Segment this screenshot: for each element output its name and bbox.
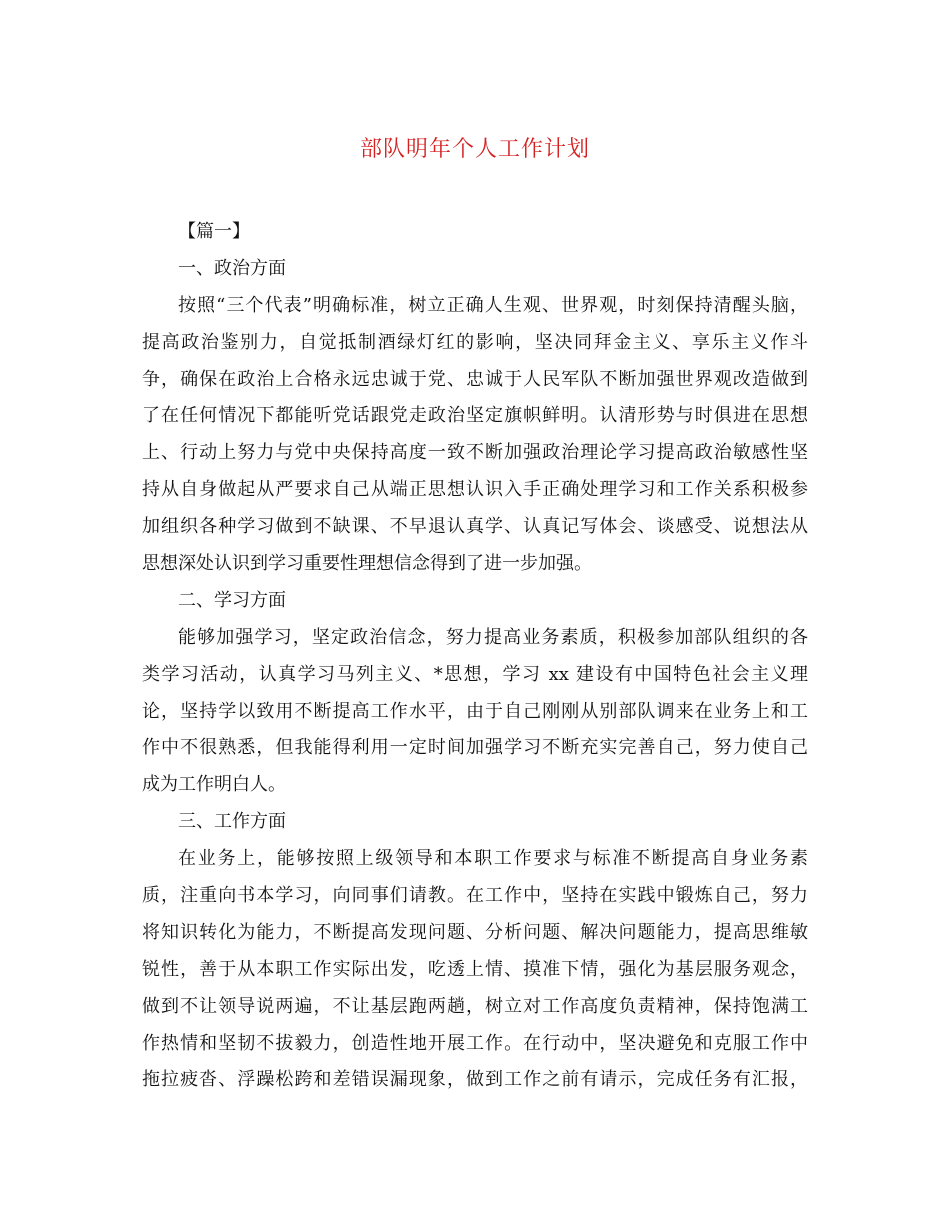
text-line: 成为工作明白人。	[142, 774, 286, 796]
text-line: 将知识转化为能力，不断提高发现问题、分析问题、解决问题能力，提高思维敏	[142, 921, 808, 943]
text-line: 争，确保在政治上合格永远忠诚于党、忠诚于人民军队不断加强世界观改造做到	[142, 368, 808, 390]
text-line: 质，注重向书本学习，向同事们请教。在工作中，坚持在实践中锻炼自己，努力	[142, 885, 808, 907]
text-line: 做到不让领导说两遍，不让基层跑两趟，树立对工作高度负责精神，保持饱满工	[142, 995, 808, 1017]
text-line: 加组织各种学习做到不缺课、不早退认真学、认真记写体会、谈感受、说想法从	[142, 516, 808, 538]
text-line: 能够加强学习，坚定政治信念，努力提高业务素质，积极参加部队组织的各	[178, 626, 808, 648]
text-line: 一、政治方面	[178, 257, 286, 279]
text-line: 二、学习方面	[178, 589, 286, 611]
text-line: 持从自身做起从严要求自己从端正思想认识入手正确处理学习和工作关系积极参	[142, 479, 808, 501]
text-line: 锐性，善于从本职工作实际出发，吃透上情、摸准下情，强化为基层服务观念，	[142, 958, 808, 980]
text-line: 【篇一】	[178, 221, 250, 242]
text-line: 上、行动上努力与党中央保持高度一致不断加强政治理论学习提高政治敏感性坚	[142, 442, 808, 464]
text-line: 拖拉疲沓、浮躁松跨和差错误漏现象，做到工作之前有请示，完成任务有汇报，	[142, 1069, 808, 1091]
document-body	[142, 214, 808, 1099]
text-line: 作中不很熟悉，但我能得利用一定时间加强学习不断充实完善自己，努力使自己	[142, 737, 808, 759]
document-title: 部队明年个人工作计划	[359, 137, 590, 162]
text-line: 三、工作方面	[178, 811, 286, 833]
text-line: 思想深处认识到学习重要性理想信念得到了进一步加强。	[142, 553, 592, 575]
text-line: 论，坚持学以致用不断提高工作水平，由于自己刚刚从别部队调来在业务上和工	[142, 700, 808, 722]
text-line: 提高政治鉴别力，自觉抵制酒绿灯红的影响，坚决同拜金主义、享乐主义作斗	[142, 331, 808, 353]
text-line: 作热情和坚韧不拔毅力，创造性地开展工作。在行动中，坚决避免和克服工作中	[142, 1032, 808, 1054]
text-line: 类学习活动，认真学习马列主义、*思想，学习 xx 建设有中国特色社会主义理	[142, 663, 808, 685]
text-line: 了在任何情况下都能听党话跟党走政治坚定旗帜鲜明。认清形势与时俱进在思想	[142, 405, 808, 427]
text-line: 按照“三个代表”明确标准，树立正确人生观、世界观，时刻保持清醒头脑，	[178, 294, 808, 316]
text-line: 在业务上，能够按照上级领导和本职工作要求与标准不断提高自身业务素	[178, 848, 808, 870]
